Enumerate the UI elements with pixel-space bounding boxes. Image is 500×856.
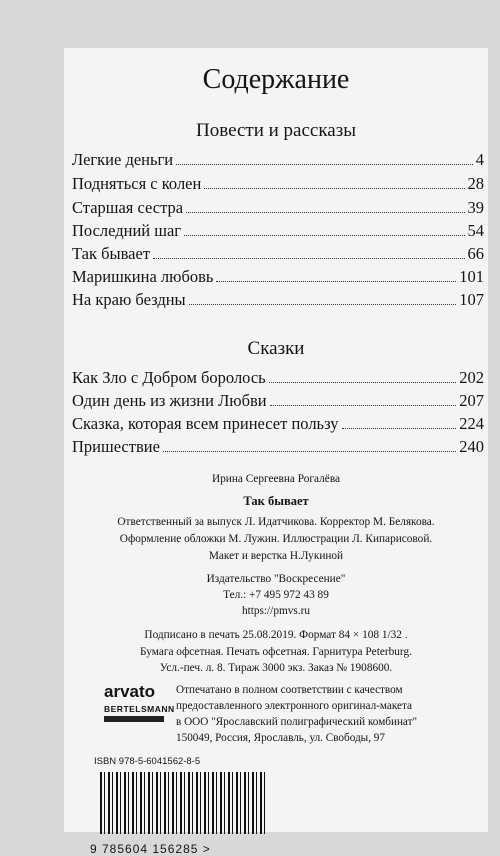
imprint-credit: Ответственный за выпуск Л. Идатчикова. Корректор М. Белякова. — [117, 516, 435, 528]
toc-entry: Так бывает 66 — [72, 244, 484, 263]
imprint-author: Ирина Сергеевна Рогалёва — [211, 473, 341, 485]
toc-entry: Один день из жизни Любви 207 — [72, 391, 484, 410]
toc-entry: Как Зло с Добром боролось 202 — [72, 368, 484, 387]
toc-entry: На краю бездны 107 — [72, 290, 484, 309]
imprint-credit: Макет и верстка Н.Лукиной — [208, 550, 344, 562]
barcode-number: 9 785604 156285 > — [90, 842, 211, 856]
bertelsmann-logo: BERTELSMANN — [104, 704, 175, 714]
publisher-phone: Тел.: +7 495 972 43 89 — [223, 589, 329, 601]
printer-info: 150049, Россия, Ярославль, ул. Свободы, 97 — [176, 732, 385, 744]
print-info: Бумага офсетная. Печать офсетная. Гарнитура Peterburg. — [140, 646, 412, 658]
toc-entry: Маришкина любовь 101 — [72, 267, 484, 286]
isbn: ISBN 978-5-6041562-8-5 — [94, 756, 201, 767]
toc-entry: Старшая сестра 39 — [72, 198, 484, 217]
toc-entry: Пришествие 240 — [72, 437, 484, 456]
arvato-logo: arvato — [104, 682, 156, 701]
print-info: Подписано в печать 25.08.2019. Формат 84 × 108 1/32 . — [144, 629, 408, 641]
printer-info: Отпечатано в полном соответствии с качеством — [176, 684, 403, 696]
toc-entry: Сказка, которая всем принесет пользу 224 — [72, 414, 484, 433]
section-heading-tales: Сказки — [247, 338, 305, 359]
imprint-book-title: Так бывает — [243, 494, 309, 508]
section-heading-stories: Повести и рассказы — [195, 120, 356, 141]
toc-entry: Последний шаг 54 — [72, 221, 484, 240]
printer-info: предоставленного электронного оригинал-макета — [176, 700, 412, 712]
print-info: Усл.-печ. л. 8. Тираж 3000 экз. Заказ № 1908600. — [159, 662, 393, 674]
book-page — [64, 48, 488, 856]
logo-bar — [104, 716, 164, 722]
barcode — [100, 772, 268, 834]
publisher-name: Издательство "Воскресение" — [206, 573, 346, 585]
publisher-url: https://pmvs.ru — [241, 605, 311, 617]
imprint-credit: Оформление обложки М. Лужин. Иллюстрации Л. Кипарисовой. — [119, 533, 433, 545]
toc-title: Содержание — [202, 64, 350, 95]
printer-info: в ООО "Ярославский полиграфический комбинат" — [176, 716, 418, 728]
toc-entry: Легкие деньги 4 — [72, 150, 484, 169]
toc-entry: Подняться с колен 28 — [72, 174, 484, 193]
